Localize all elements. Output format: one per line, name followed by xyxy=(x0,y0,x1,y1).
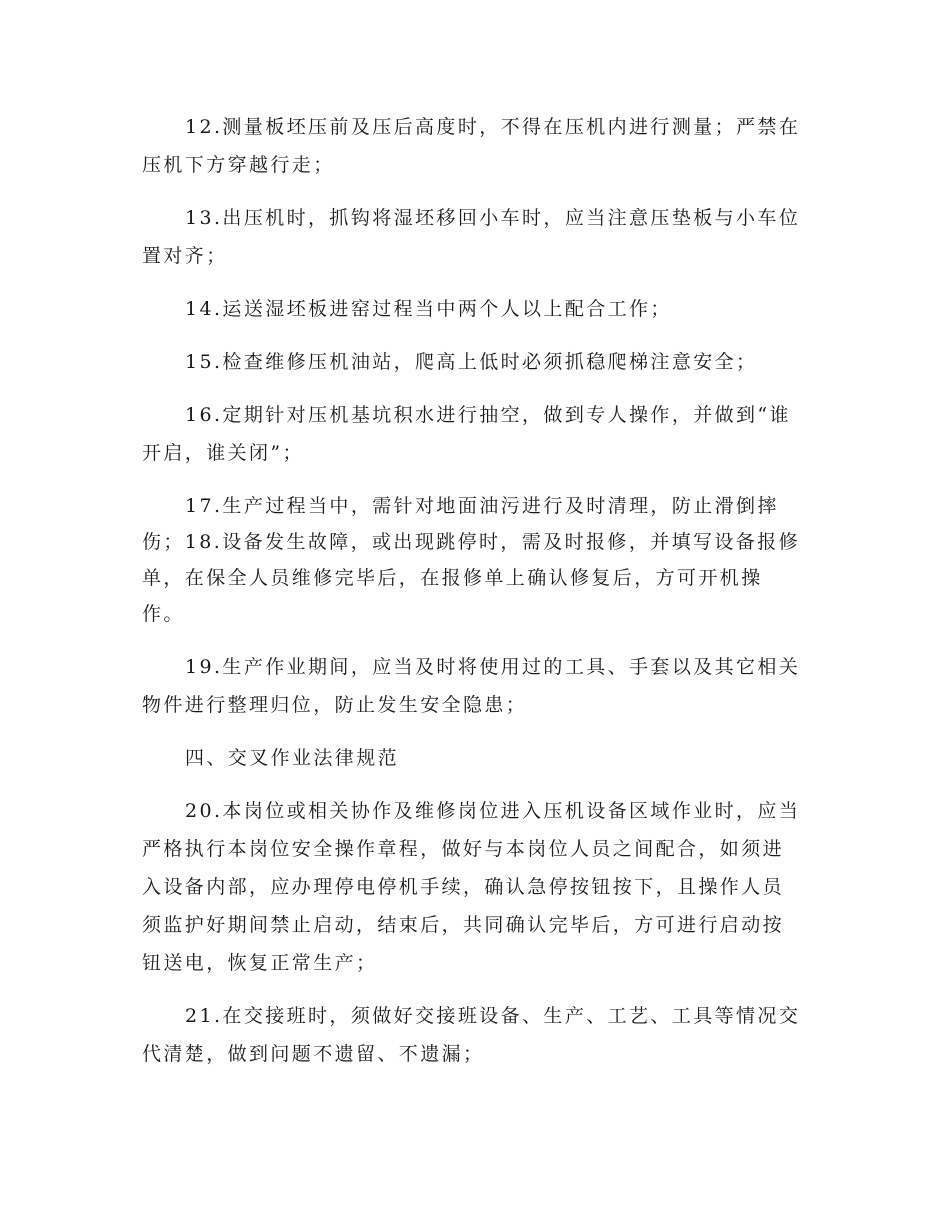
item-20-line-2: 严格执行本岗位安全操作章程，做好与本岗位人员之间配合，如须进 xyxy=(142,838,785,860)
item-19-line-1: 19.生产作业期间，应当及时将使用过的工具、手套以及其它相关 xyxy=(185,656,801,678)
item-16-line-2: 开启，谁关闭”； xyxy=(142,442,304,464)
item-13-line-2: 置对齐； xyxy=(142,245,228,267)
item-17-line-2: 伤；18.设备发生故障，或出现跳停时，需及时报修，并填写设备报修 xyxy=(142,531,801,553)
item-12-line-1: 12.测量板坯压前及压后高度时，不得在压机内进行测量；严禁在 xyxy=(185,116,801,138)
item-13-line-1: 13.出压机时，抓钩将湿坯移回小车时，应当注意压垫板与小车位 xyxy=(185,207,801,229)
item-19-line-2: 物件进行整理归位，防止发生安全隐患； xyxy=(142,694,528,716)
section-heading-4: 四、交叉作业法律规范 xyxy=(185,747,400,769)
item-14-line-1: 14.运送湿坯板进窑过程当中两个人以上配合工作； xyxy=(185,298,672,320)
item-12-line-2: 压机下方穿越行走； xyxy=(142,154,335,176)
item-21-line-2: 代清楚，做到问题不遗留、不遗漏； xyxy=(142,1043,485,1065)
item-20-line-5: 钮送电，恢复正常生产； xyxy=(142,952,378,974)
item-15-line-1: 15.检查维修压机油站，爬高上低时必须抓稳爬梯注意安全； xyxy=(185,351,758,373)
item-17-line-1: 17.生产过程当中，需针对地面油污进行及时清理，防止滑倒摔 xyxy=(185,495,779,517)
item-18-line-3: 作。 xyxy=(142,603,185,625)
item-18-line-2: 单，在保全人员维修完毕后，在报修单上确认修复后，方可开机操 xyxy=(142,567,763,589)
item-20-line-4: 须监护好期间禁止启动，结束后，共同确认完毕后，方可进行启动按 xyxy=(142,914,785,936)
item-21-line-1: 21.在交接班时，须做好交接班设备、生产、工艺、工具等情况交 xyxy=(185,1005,801,1027)
item-16-line-1: 16.定期针对压机基坑积水进行抽空，做到专人操作，并做到“谁 xyxy=(185,404,791,426)
item-20-line-1: 20.本岗位或相关协作及维修岗位进入压机设备区域作业时，应当 xyxy=(185,800,801,822)
item-20-line-3: 入设备内部，应办理停电停机手续，确认急停按钮按下，且操作人员 xyxy=(142,876,785,898)
